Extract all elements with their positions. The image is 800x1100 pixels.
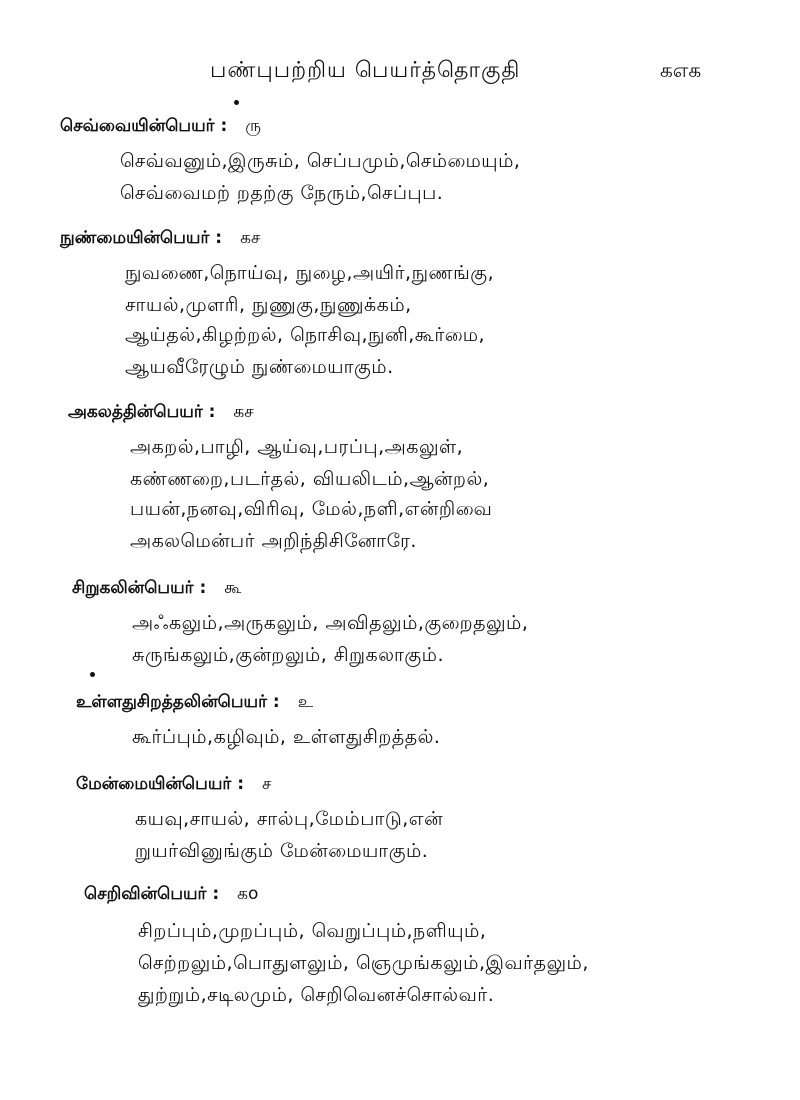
section-heading-text: செறிவின்பெயர் :	[84, 884, 220, 904]
verse-number: கச	[240, 228, 261, 248]
verse-line: அகறல்,பாழி, ஆய்வு,பரப்பு,அகலுள்,	[130, 436, 464, 458]
section-heading	[76, 774, 271, 796]
verse-line: துற்றும்,சடிலமும், செறிவெனச்சொல்வர்.	[138, 984, 495, 1006]
verse-line: செவ்வைமற் றதற்கு நேரும்,செப்புப.	[120, 182, 444, 204]
scan-speck	[90, 672, 95, 677]
scan-speck	[234, 100, 239, 105]
page-title: பண்புபற்றிய பெயர்த்தொகுதி	[210, 58, 521, 83]
verse-line: செற்றலும்,பொதுளலும், ஞெமுங்கலும்,இவர்தலும்,	[138, 952, 589, 974]
verse-number: கச	[233, 402, 254, 422]
verse-line: றுயர்வினுங்கும் மேன்மையாகும்.	[135, 840, 429, 862]
verse-number: கூ	[224, 578, 242, 598]
verse-number: ச	[262, 774, 272, 794]
verse-line: கண்ணறை,படர்தல், வியலிடம்,ஆன்றல்,	[130, 468, 490, 490]
verse-line: சாயல்,முளரி, நுணுகு,நுணுக்கம்,	[125, 294, 412, 316]
verse-line: ஆயவீரேழும் நுண்மையாகும்.	[125, 356, 394, 378]
verse-line: சிறப்பும்,முறப்பும், வெறுப்பும்,நளியும்,	[138, 920, 487, 942]
section-heading	[72, 578, 241, 600]
section-heading-text: நுண்மையின்பெயர் :	[60, 228, 223, 248]
verse-line: சுருங்கலும்,குன்றலும், சிறுகலாகும்.	[132, 644, 444, 666]
page-number: கஎக	[660, 58, 702, 82]
section-heading	[76, 692, 313, 714]
verse-line: பயன்,நனவு,விரிவு, மேல்,நளி,என்றிவை	[130, 498, 493, 520]
verse-number: உ	[297, 692, 314, 712]
verse-line: செவ்வனும்,இருசும், செப்பமும்,செம்மையும்,	[120, 150, 521, 172]
section-heading-text: மேன்மையின்பெயர் :	[76, 774, 244, 794]
section-heading	[68, 402, 254, 424]
verse-line: நுவணை,நொய்வு, நுழை,அயிர்,நுணங்கு,	[125, 262, 495, 284]
section-heading	[60, 116, 261, 138]
verse-number: ரு	[245, 116, 262, 136]
section-heading-text: உள்ளதுசிறத்தலின்பெயர் :	[76, 692, 280, 712]
verse-line: ஆய்தல்,கிழற்றல், நொசிவு,நுனி,கூர்மை,	[125, 324, 486, 346]
section-heading-text: சிறுகலின்பெயர் :	[72, 578, 207, 598]
verse-line: அகலமென்பர் அறிந்திசினோரே.	[130, 530, 417, 552]
section-heading	[84, 884, 258, 906]
verse-number: கo	[237, 884, 259, 904]
verse-line: கூர்ப்பும்,கழிவும், உள்ளதுசிறத்தல்.	[132, 726, 441, 748]
section-heading-text: அகலத்தின்பெயர் :	[68, 402, 216, 422]
verse-line: அஃகலும்,அருகலும், அவிதலும்,குறைதலும்,	[132, 612, 529, 634]
verse-line: கயவு,சாயல், சால்பு,மேம்பாடு,என்	[135, 808, 444, 830]
section-heading-text: செவ்வையின்பெயர் :	[60, 116, 228, 136]
section-heading	[60, 228, 260, 250]
